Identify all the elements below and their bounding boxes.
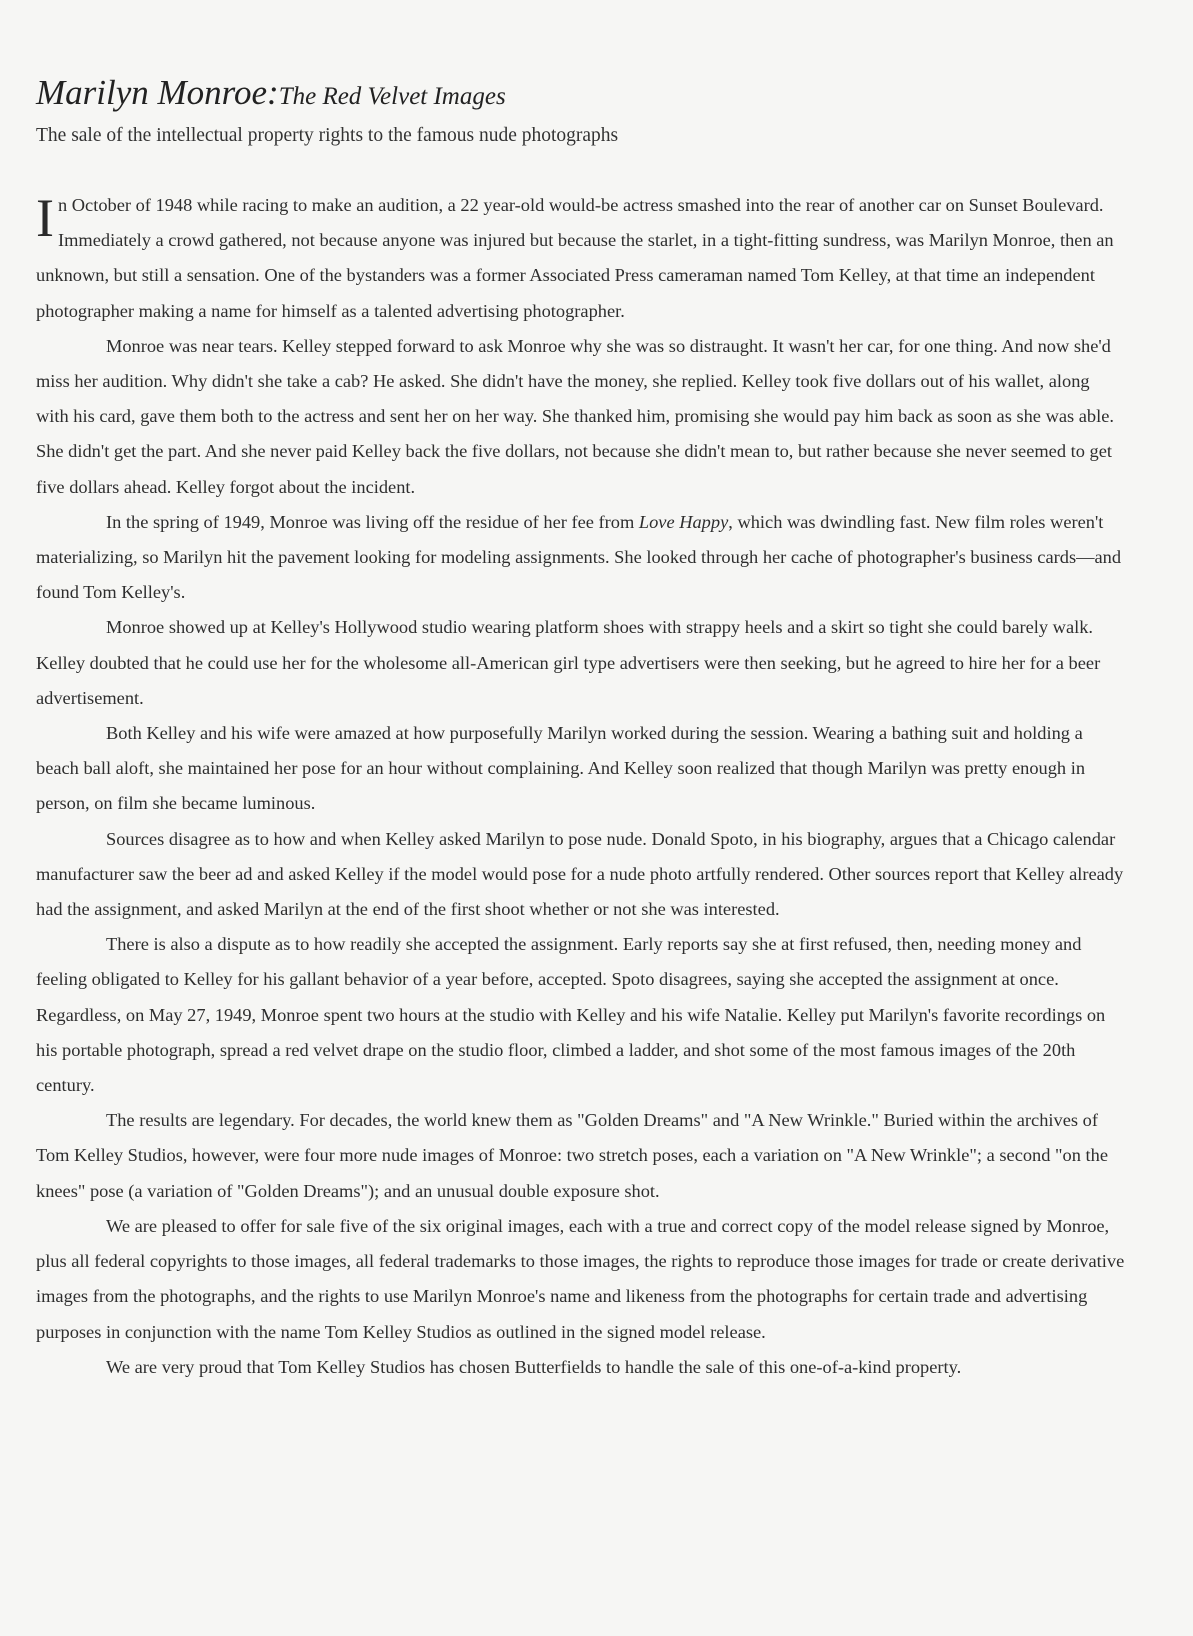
paragraph-1 (36, 188, 1126, 329)
paragraph-4: Monroe showed up at Kelley's Hollywood studio wearing platform shoes with strappy heels and a skirt so tight she could barely walk. Kelley doubted that he could use her for the wholesome all-American girl type advertisers were then seeking, but he agreed to hire her for a beer advertisement. (36, 617, 1101, 708)
title-sub: The Red Velvet Images (278, 83, 506, 110)
drop-cap: I (36, 188, 54, 248)
page-subtitle: The sale of the intellectual property rights to the famous nude photographs (36, 125, 619, 146)
title-main: Marilyn Monroe: (36, 73, 279, 112)
paragraph-2: Monroe was near tears. Kelley stepped forward to ask Monroe why she was so distraught. It wasn't her car, for one thing. And now she'd miss her audition. Why didn't she take a cab? He asked. She didn't have the money, she replied. Kelley took five dollars out of his wallet, along with his card, gave them both to the actress and sent her on her way. She thanked him, promising she would pay him back as soon as she was able. She didn't get the part. And she never paid Kelley back the five dollars, not because she didn't mean to, but rather because she never seemed to get five dollars ahead. Kelley forgot about the incident. (36, 335, 1114, 497)
paragraph-3-text-end: , which was dwindling fast. New film roles weren't materializing, so Marilyn hit the pavement looking for modeling assignments. She looked through her cache of photographer's business cards—and found Tom Kelley's. (36, 511, 1122, 603)
document-page (36, 70, 1126, 1385)
paragraph-10: We are very proud that Tom Kelley Studios has chosen Butterfields to handle the sale of this one-of-a-kind property. (106, 1356, 962, 1377)
page-title (36, 70, 1126, 120)
paragraph-9: We are pleased to offer for sale five of the six original images, each with a true and correct copy of the model release signed by Monroe, plus all federal copyrights to those images, all federal trademarks to those images, the rights to reproduce those images for trade or create derivative images from the photographs, and the rights to use Marilyn Monroe's name and likeness from the photographs for certain trade and advertising purposes in conjunction with the name Tom Kelley Studios as outlined in the signed model release. (36, 1215, 1125, 1342)
paragraph-3 (36, 505, 1126, 611)
paragraph-5: Both Kelley and his wife were amazed at how purposefully Marilyn worked during the session. Wearing a bathing suit and holding a beach ball aloft, she maintained her pose for an hour without complaining. And Kelley soon realized that though Marilyn was pretty enough in person, on film she became luminous. (36, 723, 1086, 814)
article-body (36, 188, 1126, 1385)
paragraph-8: The results are legendary. For decades, the world knew them as "Golden Dreams" and "A New Wrinkle." Buried within the archives of Tom Kelley Studios, however, were four more nude images of Monroe: two stretch poses, each a variation on "A New Wrinkle"; a second "on the knees" pose (a variation of "Golden Dreams"); and an unusual double exposure shot. (36, 1110, 1108, 1201)
paragraph-3-text-start: In the spring of 1949, Monroe was living off the residue of her fee from (106, 511, 639, 532)
film-title-italic: Love Happy (638, 511, 729, 532)
paragraph-6: Sources disagree as to how and when Kelley asked Marilyn to pose nude. Donald Spoto, in his biography, argues that a Chicago calendar manufacturer saw the beer ad and asked Kelley if the model would pose for a nude photo artfully rendered. Other sources report that Kelley already had the assignment, and asked Marilyn at the end of the first shoot whether or not she was interested. (36, 828, 1124, 920)
paragraph-1-text: n October of 1948 while racing to make an audition, a 22 year-old would-be actress smashed into the rear of another car on Sunset Boulevard. Immediately a crowd gathered, not because anyone was injured but because the starlet, in a tight-fitting sundress, was Marilyn Monroe, then an unknown, but still a sensation. One of the bystanders was a former Associated Press cameraman named Tom Kelley, at that time an independent photographer making a name for himself as a talented advertising photographer. (36, 195, 1114, 321)
paragraph-7: There is also a dispute as to how readily she accepted the assignment. Early reports say she at first refused, then, needing money and feeling obligated to Kelley for his gallant behavior of a year before, accepted. Spoto disagrees, saying she accepted the assignment at once. Regardless, on May 27, 1949, Monroe spent two hours at the studio with Kelley and his wife Natalie. Kelley put Marilyn's favorite recordings on his portable photograph, spread a red velvet drape on the studio floor, climbed a ladder, and shot some of the most famous images of the 20th century. (36, 934, 1106, 1096)
